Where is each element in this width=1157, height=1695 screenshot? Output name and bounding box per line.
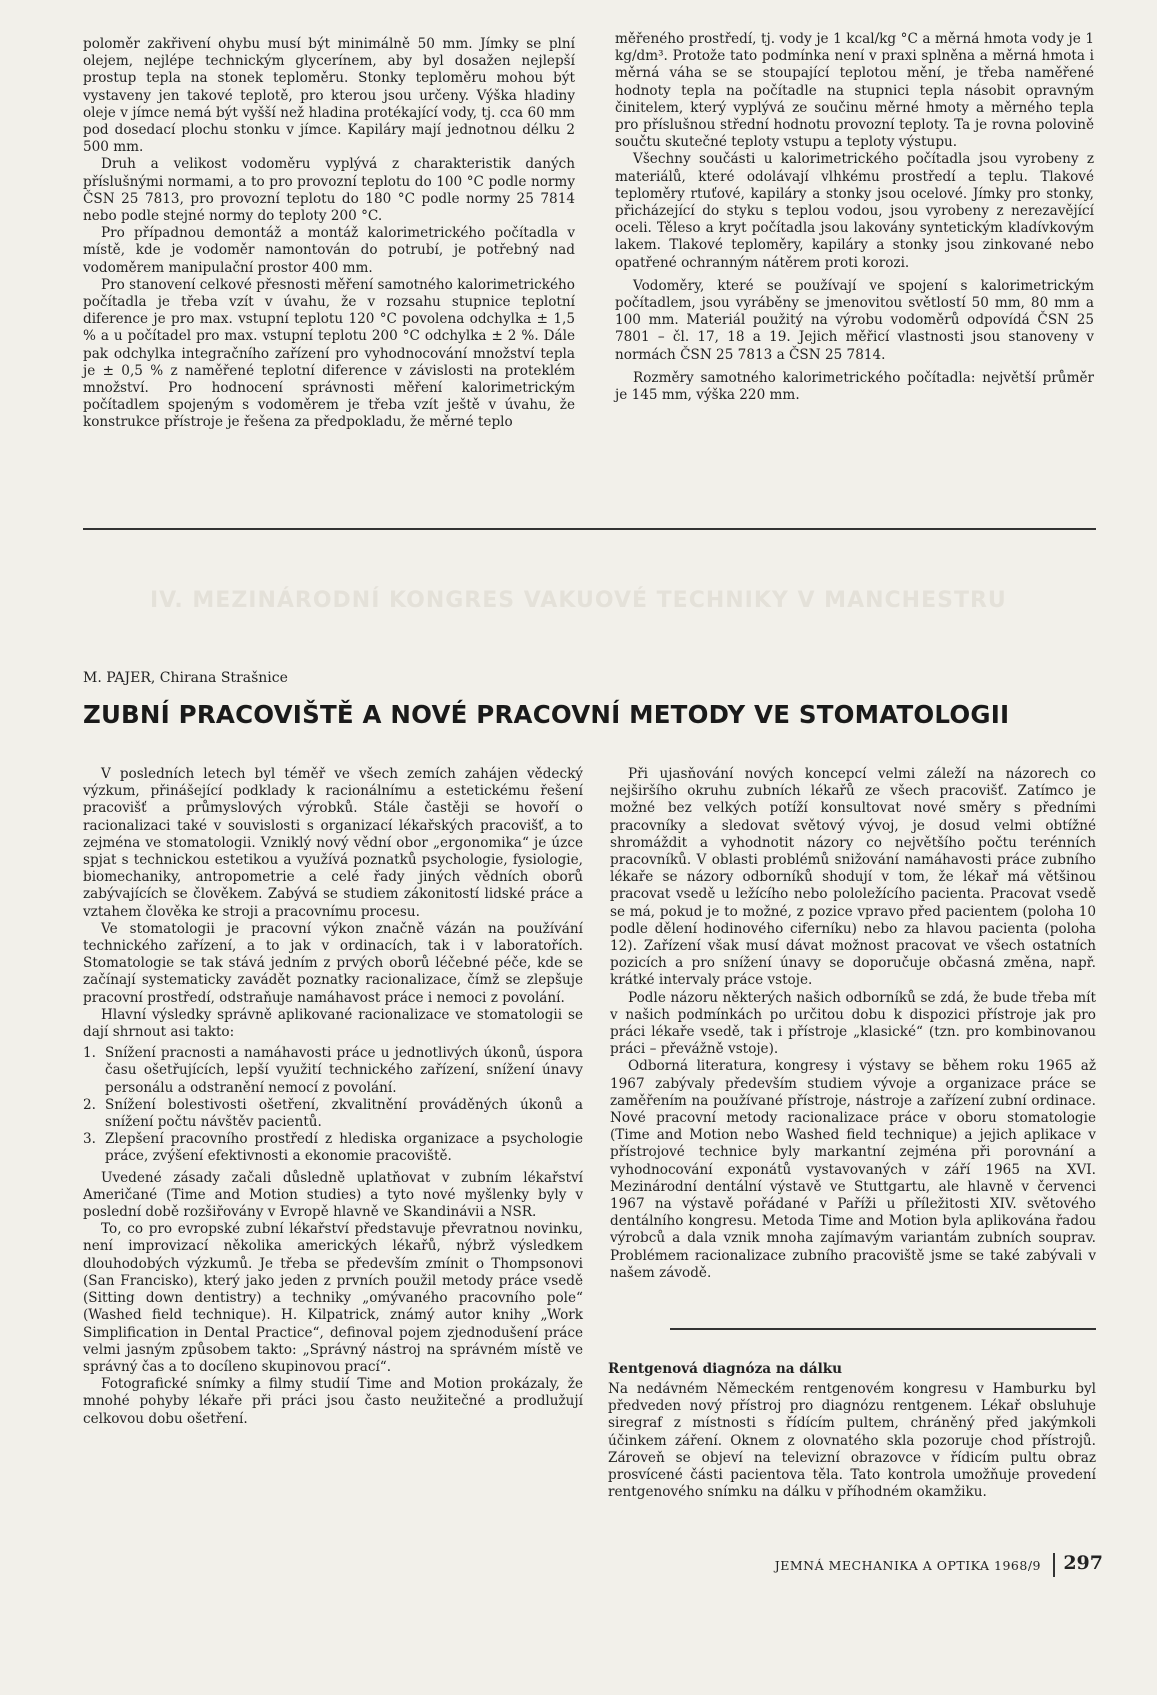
paragraph: Na nedávném Německém rentgenovém kongresu v Hamburku byl předveden nový přístroj pro diagnózu rentgenem. Lékař obsluhuje siregraf z místnosti s řídícím pultem, chráněný před jakýmkoli účinkem záření. Oknem z olovnatého skla pozoruje chod přístrojů. Zároveň se objeví na televizní obrazovce v řídicím pultu obraz prosvícené části pacientova těla. Tato kontrola umožňuje provedení rentgenového snímku na dálku v příhodném okamžiku. (608, 1381, 1096, 1501)
article-title: ZUBNÍ PRACOVIŠTĚ A NOVÉ PRACOVNÍ METODY VE STOMATOLOGII (83, 700, 1010, 729)
paragraph: To, co pro evropské zubní lékařství představuje převratnou novinku, není improvizací několika amerických lékařů, nýbrž výsledkem dlouhodobých výzkumů. Je třeba se především zmínit o Thompsonovi (San Francisko), který jako jeden z prvních použil metody práce vsedě (Sitting down dentistry) a techniky „omývaného pracovního pole“ (Washed field technique). H. Kilpatrick, známý autor knihy „Work Simplification in Dental Practice“, definoval pojem zjednodušení práce velmi jasným způsobem takto: „Správný nástroj na správném místě ve správný čas a to docíleno skupinovou prací“. (83, 1221, 583, 1375)
paragraph: Podle názoru některých našich odborníků se zdá, že bude třeba mít v našich podmínkách po určitou dobu k dispozici přístroje jak pro práci lékaře vsedě, tak i přístroje „klasické“ (tzn. pro kombinovanou práci – převážně vstoje). (610, 989, 1096, 1058)
news-title: Rentgenová diagnóza na dálku (608, 1361, 843, 1377)
paragraph: Uvedené zásady začali důsledně uplatňovat v zubním lékařství Američané (Time and Motion studies) a tyto nové myšlenky byly v poslední době rozšiřovány v Evropě hlavně ve Skandinávii a NSR. (83, 1169, 583, 1221)
news-divider (670, 1328, 1096, 1330)
paragraph: Při ujasňování nových koncepcí velmi záleží na názorech co nejširšího okruhu zubních lékařů ze všech pracovišť. Zatímco je možné bez velkých potíží konsultovat nové směry s předními pracovníky a sledovat světový vývoj, je dosud velmi obtížné shromáždit a vyhodnotit názory co největšího počtu terénních pracovníků. V oblasti problémů snižování namáhavosti práce zubního lékaře se názory odborníků shodují v tom, že lékař má většinou pracovat vsedě u ležícího nebo pololežícího pacienta. Pracovat vsedě se má, pokud je to možné, z pozice vpravo před pacientem (poloha 10 podle dělení hodinového ciferníku) nebo za hlavou pacienta (poloha 12). Zařízení však musí dávat možnost pracovat ve všech ostatních pozicích a pro snížení únavy se doporučuje občasná změna, např. krátké intervaly práce vstoje. (610, 766, 1096, 989)
footer-divider (1053, 1553, 1055, 1577)
list-item (83, 1097, 583, 1131)
list-text: Snížení bolestivosti ošetření, zkvalitnění prováděných úkonů a snížení počtu návštěv pacientů. (105, 1096, 583, 1131)
list-item (83, 1131, 583, 1165)
paragraph: poloměr zakřivení ohybu musí být minimálně 50 mm. Jímky se plní olejem, nejlépe technickým glycerínem, aby byl dosažen nejlepší prostup tepla na stonek teploměru. Stonky teploměru mohou být vystaveny jen takové teplotě, pro kterou jsou určeny. Výška hladiny oleje v jímce nemá být vyšší než hladina protékající vody, tj. cca 60 mm pod dosedací plochu stonku v jímce. Kapiláry mají jednotnou délku 2 500 mm. (83, 36, 575, 156)
list-text: Zlepšení pracovního prostředí z hlediska organizace a psychologie práce, zvýšení efektivnosti a ekonomie pracoviště. (105, 1131, 583, 1165)
paragraph: měřeného prostředí, tj. vody je 1 kcal/kg °C a měrná hmota vody je 1 kg/dm³. Protože tato podmínka není v praxi splněna a měrná hmota i měrná váha se se stoupající teplotou mění, je třeba naměřené hodnoty tepla na počítadle na stupnici tepla násobit opravným činitelem, který vyplývá ze součinu měrné hmoty a měrného tepla pro příslušnou střední hodnotu provozní teploty. Ta je rovna polovině součtu skutečné teploty vstupu a teploty výstupu. (615, 31, 1094, 151)
list-number: 1. (83, 1045, 96, 1062)
page-footer (774, 1552, 1103, 1577)
list-text: Snížení pracnosti a namáhavosti práce u jednotlivých úkonů, úspora času ošetřujících, lepší využití technického zařízení, snížení únavy personálu a odstranění nemocí z povolání. (105, 1045, 583, 1096)
paragraph: V posledních letech byl téměř ve všech zemích zahájen vědecký výzkum, přinášející podklady k racionálnímu a estetickému řešení pracovišť a průmyslových výrobků. Stále častěji se hovoří o racionalizaci také v souvislosti s organizací lékařských pracovišť, a to zejména ve stomatologii. Vzniklý nový vědní obor „ergonomika“ je úzce spjat s technickou estetikou a využívá poznatků psychologie, fysiologie, biomechaniky, antropometrie a celé řady jiných vědních oborů zabývajících se člověkem. Zabývá se studiem zákonitostí lidské práce a vztahem člověka ke stroji a pracovnímu procesu. (83, 766, 583, 920)
list-number: 2. (83, 1096, 96, 1113)
page-number: 297 (1063, 1552, 1103, 1574)
news-body (608, 1381, 1096, 1501)
article-left-column (83, 766, 583, 1428)
paragraph: Vodoměry, které se používají ve spojení s kalorimetrickým počítadlem, jsou vyráběny se jmenovitou světlostí 50 mm, 80 mm a 100 mm. Materiál použitý na výrobu vodoměrů odpovídá ČSN 25 7801 – čl. 17, 18 a 19. Jejich měřicí vlastnosti jsou stanoveny v normách ČSN 25 7813 a ČSN 25 7814. (615, 277, 1094, 363)
top-left-column (83, 36, 575, 432)
article-byline: M. PAJER, Chirana Strašnice (83, 670, 288, 686)
paragraph: Hlavní výsledky správně aplikované racionalizace ve stomatologii se dají shrnout asi takto: (83, 1006, 583, 1041)
journal-name: JEMNÁ MECHANIKA A OPTIKA 1968/9 (774, 1558, 1041, 1573)
paragraph: Odborná literatura, kongresy i výstavy se během roku 1965 až 1967 zabývaly především studiem vývoje a organizace práce se zaměřením na používané přístroje, nástroje a zařízení zubní ordinace. Nové pracovní metody racionalizace práce v oboru stomatologie (Time and Motion nebo Washed field technique) a jejich aplikace v přístrojové technice byly markantní zejména při porovnání a vyhodnocování exponátů vystavovaných v září 1965 na XVI. Mezinárodní dentální výstavě ve Stuttgartu, ale hlavně v červenci 1967 na výstavě pořádané v Paříži u příležitosti XIV. světového dentálního kongresu. Metoda Time and Motion byla aplikována řadou výrobců a dala vznik mnoha zajímavým variantám zubních souprav. Problémem racionalizace zubního pracoviště jsme se také zabývali v našem závodě. (610, 1058, 1096, 1281)
top-right-column (615, 31, 1094, 404)
paragraph: Rozměry samotného kalorimetrického počítadla: největší průměr je 145 mm, výška 220 mm. (615, 369, 1094, 404)
paragraph: Pro případnou demontáž a montáž kalorimetrického počítadla v místě, kde je vodoměr namontován do potrubí, je potřebný nad vodoměrem manipulační prostor 400 mm. (83, 225, 575, 276)
list-number: 3. (83, 1131, 96, 1148)
paragraph: Ve stomatologii je pracovní výkon značně vázán na používání technického zařízení, a to jak v ordinacích, tak i v laboratořích. Stomatologie se tak stává jedním z prvých oborů léčebné péče, kde se začínají systematicky zavádět poznatky racionalizace, čímž se zlepšuje pracovní prostředí, odstraňuje namáhavost práce i nemoci z povolání. (83, 920, 583, 1006)
paragraph: Pro stanovení celkové přesnosti měření samotného kalorimetrického počítadla je třeba vzít v úvahu, že v rozsahu stupnice teplotní diference je pro max. vstupní teplotu 120 °C povolena odchylka ± 1,5 % a u počítadel pro max. vstupní teplotu 200 °C odchylka ± 2 %. Dále pak odchylka integračního zařízení pro vyhodnocování množství tepla je ± 0,5 % z naměřené teplotní diference v závislosti na proteklém množství. Pro hodnocení správnosti měření kalorimetrickým počítadlem spojeným s vodoměrem je třeba vzít ještě v úvahu, že konstrukce přístroje je řešena za předpokladu, že měrné teplo (83, 276, 575, 431)
article-right-column (610, 766, 1096, 1282)
paragraph: Druh a velikost vodoměru vyplývá z charakteristik daných příslušnými normami, a to pro provozní teplotu do 100 °C podle normy ČSN 25 7813, pro provozní teplotu do 180 °C podle normy 25 7814 nebo podle stejné normy do teploty 200 °C. (83, 156, 575, 225)
paragraph: Fotografické snímky a filmy studií Time and Motion prokázaly, že mnohé pohyby lékaře při práci jsou často neužitečné a prodlužují celkovou dobu ošetření. (83, 1376, 583, 1427)
bleed-through-heading: IV. MEZINÁRODNÍ KONGRES VAKUOVÉ TECHNIKY V MANCHESTRU (150, 588, 1007, 613)
results-list (83, 1045, 583, 1165)
paragraph: Všechny součásti u kalorimetrického počítadla jsou vyrobeny z materiálů, které odolávají vlhkému prostředí a teplu. Tlakové teploměry rtuťové, kapiláry a stonky jsou ocelové. Jímky pro stonky, přicházející do styku s teplou vodou, jsou vyrobeny z nerezavějící oceli. Těleso a kryt počítadla jsou lakovány syntetickým kladívkovým lakem. Tlakové teploměry, kapiláry a stonky jsou zinkované nebo opatřené ochranným nátěrem proti korozi. (615, 151, 1094, 271)
section-divider (83, 528, 1096, 530)
list-item (83, 1045, 583, 1097)
